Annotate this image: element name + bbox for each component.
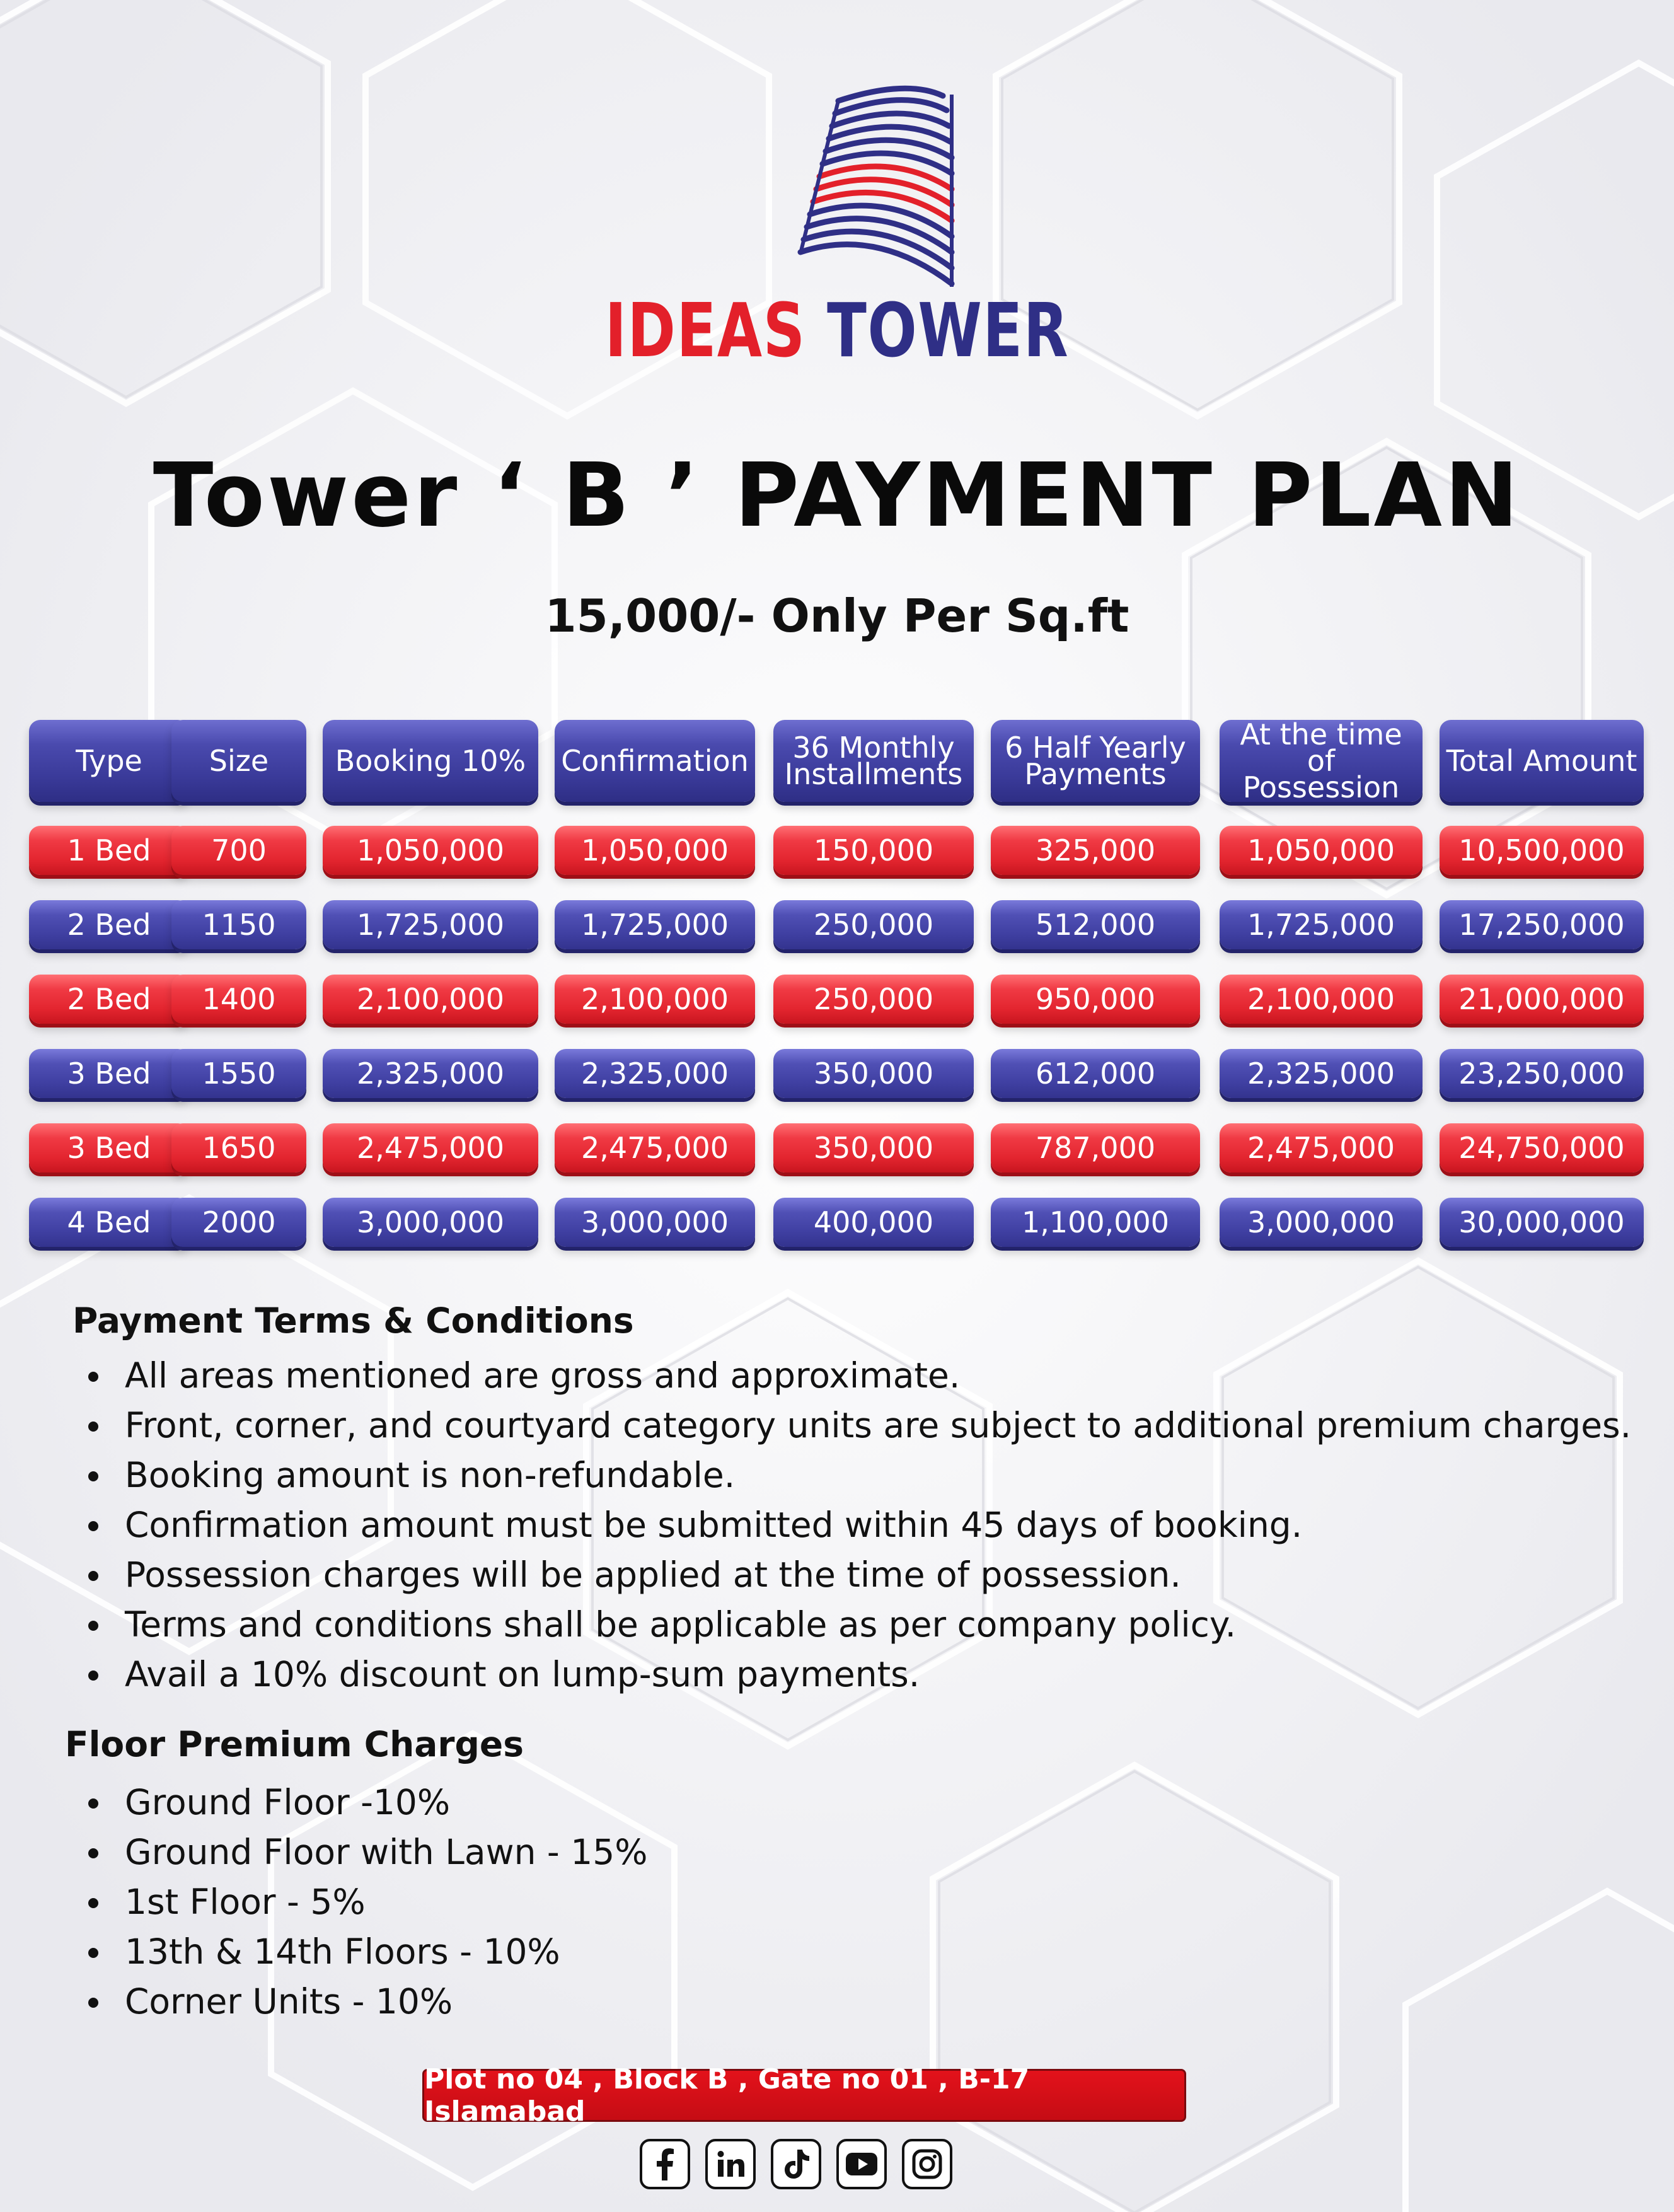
floor-premium-item: 13th & 14th Floors - 10% — [88, 1927, 648, 1977]
cell-booking: 2,100,000 — [323, 975, 538, 1024]
terms-item: Terms and conditions shall be applicable as per company policy. — [88, 1600, 1631, 1650]
cell-half-yearly: 612,000 — [991, 1049, 1200, 1098]
tiktok-icon[interactable] — [771, 2139, 821, 2189]
cell-monthly: 350,000 — [773, 1123, 974, 1173]
cell-confirmation: 2,325,000 — [555, 1049, 755, 1098]
header-confirmation — [555, 720, 755, 802]
header-line: 36 Monthly — [792, 731, 955, 765]
header-size — [171, 720, 306, 802]
header-type — [29, 720, 189, 802]
cell-monthly: 350,000 — [773, 1049, 974, 1098]
floor-premium-list — [88, 1778, 648, 2027]
header-line: Confirmation — [561, 744, 749, 778]
cell-possession: 2,100,000 — [1220, 975, 1423, 1024]
address-banner: Plot no 04 , Block B , Gate no 01 , B-17 Islamabad — [422, 2069, 1186, 2122]
cell-possession: 3,000,000 — [1220, 1198, 1423, 1247]
cell-confirmation: 1,050,000 — [555, 826, 755, 875]
header-line: Size — [209, 744, 269, 778]
linkedin-icon[interactable] — [705, 2139, 756, 2189]
cell-type: 1 Bed — [29, 826, 189, 875]
terms-list — [88, 1351, 1631, 1700]
terms-item: Avail a 10% discount on lump-sum payments. — [88, 1650, 1631, 1700]
header-monthly — [773, 720, 974, 802]
cell-monthly: 400,000 — [773, 1198, 974, 1247]
header-half-yearly — [991, 720, 1200, 802]
cell-booking: 1,725,000 — [323, 900, 538, 949]
floor-premium-item: Ground Floor with Lawn - 15% — [88, 1827, 648, 1877]
price-per-sqft: 15,000/- Only Per Sq.ft — [545, 589, 1129, 642]
cell-half-yearly: 325,000 — [991, 826, 1200, 875]
cell-possession: 1,050,000 — [1220, 826, 1423, 875]
header-line: Possession — [1242, 770, 1400, 804]
cell-half-yearly: 512,000 — [991, 900, 1200, 949]
floor-premium-item: Ground Floor -10% — [88, 1778, 648, 1827]
cell-size: 1400 — [171, 975, 306, 1024]
youtube-icon[interactable] — [836, 2139, 887, 2189]
cell-type: 3 Bed — [29, 1049, 189, 1098]
cell-booking: 1,050,000 — [323, 826, 538, 875]
facebook-icon[interactable] — [640, 2139, 690, 2189]
instagram-icon[interactable] — [902, 2139, 952, 2189]
header-line: At the time of — [1240, 717, 1402, 778]
cell-half-yearly: 1,100,000 — [991, 1198, 1200, 1247]
cell-confirmation: 1,725,000 — [555, 900, 755, 949]
cell-size: 1550 — [171, 1049, 306, 1098]
cell-type: 2 Bed — [29, 975, 189, 1024]
terms-item: Possession charges will be applied at the time of possession. — [88, 1550, 1631, 1600]
ideas-tower-logo-icon — [725, 76, 1040, 290]
cell-half-yearly: 787,000 — [991, 1123, 1200, 1173]
cell-total: 10,500,000 — [1440, 826, 1644, 875]
cell-confirmation: 2,100,000 — [555, 975, 755, 1024]
cell-monthly: 150,000 — [773, 826, 974, 875]
header-line: Type — [76, 744, 142, 778]
brand-wordmark — [184, 287, 1490, 374]
floor-premium-item: Corner Units - 10% — [88, 1977, 648, 2027]
header-line: Booking 10% — [335, 744, 526, 778]
cell-booking: 3,000,000 — [323, 1198, 538, 1247]
cell-type: 2 Bed — [29, 900, 189, 949]
cell-total: 17,250,000 — [1440, 900, 1644, 949]
header-line: Installments — [784, 757, 963, 791]
cell-total: 24,750,000 — [1440, 1123, 1644, 1173]
cell-size: 1150 — [171, 900, 306, 949]
terms-item: Front, corner, and courtyard category units are subject to additional premium charges. — [88, 1401, 1631, 1451]
floor-premium-heading: Floor Premium Charges — [65, 1724, 524, 1764]
cell-size: 2000 — [171, 1198, 306, 1247]
cell-possession: 1,725,000 — [1220, 900, 1423, 949]
cell-possession: 2,325,000 — [1220, 1049, 1423, 1098]
header-line: Payments — [1024, 757, 1167, 791]
header-booking — [323, 720, 538, 802]
cell-half-yearly: 950,000 — [991, 975, 1200, 1024]
social-links — [640, 2139, 952, 2189]
cell-size: 1650 — [171, 1123, 306, 1173]
terms-item: Confirmation amount must be submitted within 45 days of booking. — [88, 1500, 1631, 1550]
cell-monthly: 250,000 — [773, 975, 974, 1024]
cell-type: 3 Bed — [29, 1123, 189, 1173]
brand-word-tower: TOWER — [827, 287, 1070, 374]
page-title: Tower ‘ B ’ PAYMENT PLAN — [153, 444, 1521, 547]
cell-size: 700 — [171, 826, 306, 875]
brand-word-ideas: IDEAS — [604, 287, 806, 374]
cell-total: 30,000,000 — [1440, 1198, 1644, 1247]
terms-item: All areas mentioned are gross and approximate. — [88, 1351, 1631, 1401]
cell-booking: 2,475,000 — [323, 1123, 538, 1173]
header-line: Total Amount — [1446, 744, 1637, 778]
floor-premium-item: 1st Floor - 5% — [88, 1877, 648, 1927]
cell-type: 4 Bed — [29, 1198, 189, 1247]
terms-heading: Payment Terms & Conditions — [72, 1300, 634, 1341]
cell-confirmation: 3,000,000 — [555, 1198, 755, 1247]
cell-confirmation: 2,475,000 — [555, 1123, 755, 1173]
header-total — [1440, 720, 1644, 802]
cell-total: 21,000,000 — [1440, 975, 1644, 1024]
header-line: 6 Half Yearly — [1005, 731, 1186, 765]
header-possession — [1220, 717, 1423, 804]
cell-monthly: 250,000 — [773, 900, 974, 949]
cell-total: 23,250,000 — [1440, 1049, 1644, 1098]
cell-possession: 2,475,000 — [1220, 1123, 1423, 1173]
cell-booking: 2,325,000 — [323, 1049, 538, 1098]
terms-item: Booking amount is non-refundable. — [88, 1451, 1631, 1500]
